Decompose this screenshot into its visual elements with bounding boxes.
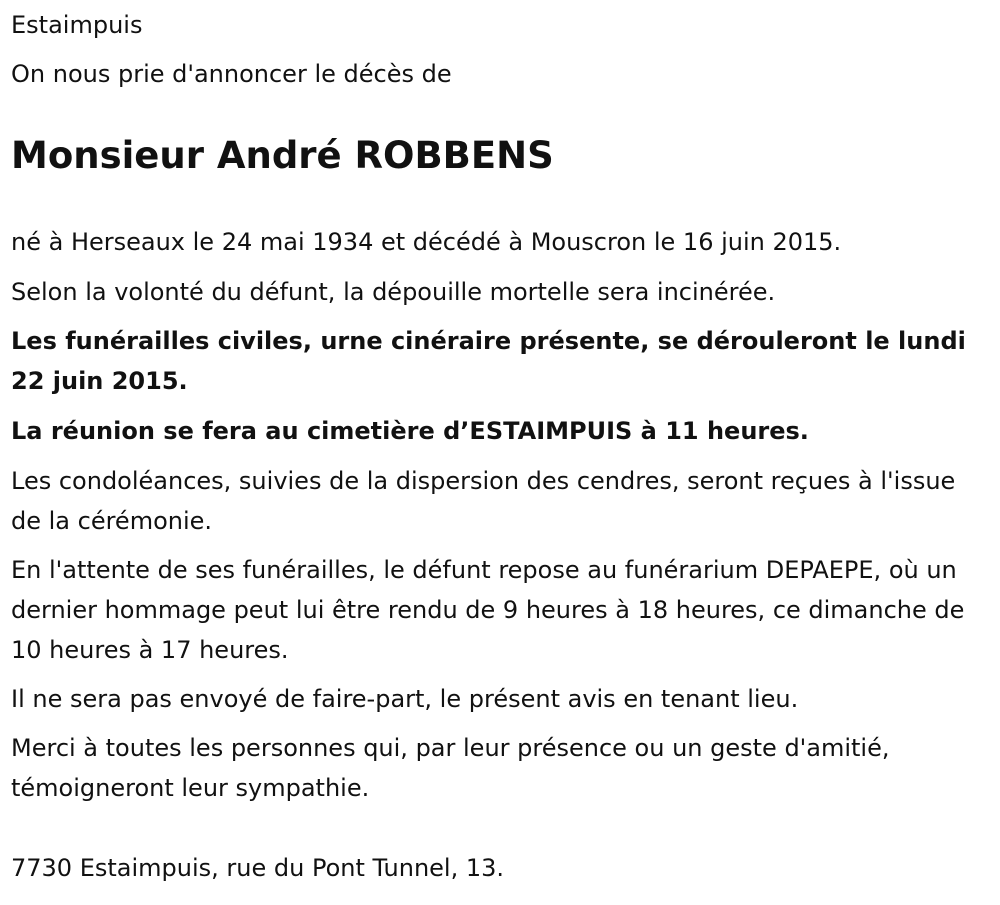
condolences-text: Les condoléances, suivies de la dispersion des cendres, seront reçues à l'issue de la cérémonie. bbox=[11, 467, 956, 535]
no-card-text: Il ne sera pas envoyé de faire-part, le présent avis en tenant lieu. bbox=[11, 685, 799, 713]
deceased-name: Monsieur André ROBBENS bbox=[11, 134, 554, 177]
wish-text: Selon la volonté du défunt, la dépouille mortelle sera incinérée. bbox=[11, 278, 776, 306]
location-text: Estaimpuis bbox=[11, 11, 143, 39]
intro-text: On nous prie d'annoncer le décès de bbox=[11, 60, 452, 88]
meeting-text: La réunion se fera au cimetière d’ESTAIMPUIS à 11 heures. bbox=[11, 417, 809, 445]
funeral-text: Les funérailles civiles, urne cinéraire présente, se dérouleront le lundi 22 juin 2015. bbox=[11, 327, 966, 395]
birth-death-text: né à Herseaux le 24 mai 1934 et décédé à Mouscron le 16 juin 2015. bbox=[11, 228, 842, 256]
repose-text: En l'attente de ses funérailles, le défunt repose au funérarium DEPAEPE, où un dernier hommage peut lui être rendu de 9 heures à 18 heures, ce dimanche de 10 heures à 17 heures. bbox=[11, 556, 965, 664]
address-text: 7730 Estaimpuis, rue du Pont Tunnel, 13. bbox=[11, 854, 505, 882]
thanks-text: Merci à toutes les personnes qui, par leur présence ou un geste d'amitié, témoigneront leur sympathie. bbox=[11, 734, 890, 802]
